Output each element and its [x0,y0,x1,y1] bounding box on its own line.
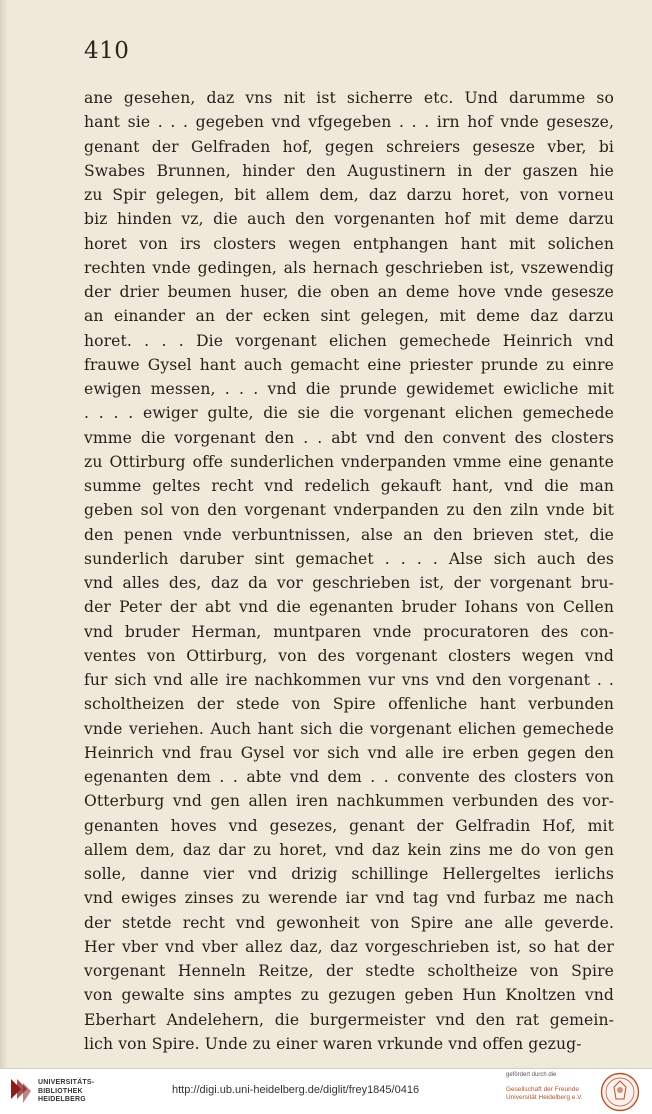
text-line: egenanten dem . . abte vnd dem . . convente des closters von [84,768,614,786]
text-line: horet von irs closters wegen entphangen hant mit solichen [84,234,614,253]
text-line: an einander an der ecken sint gelegen, mit deme daz darzu [84,307,614,326]
permalink-url-link[interactable]: http://digi.ub.uni-heidelberg.de/diglit/frey1845/0416 [172,1084,420,1096]
university-library-logo-icon [8,1075,34,1107]
text-line: biz hinden vz, die auch den vorgenanten hof mit deme darzu [84,210,614,229]
library-name-line: BIBLIOTHEK [38,1087,83,1095]
university-seal-icon [600,1072,640,1112]
text-line: ane gesehen, daz vns nit ist sicherre etc. Und darumme so [84,89,614,107]
text-line: rechten vnde gedingen, als hernach geschrieben ist, vszewendig [84,258,614,277]
page-binding-edge [0,0,8,1068]
text-line: Eberhart Andelehern, die burgermeister vnd den rat gemein- [84,1010,614,1029]
text-line: der stetde recht vnd gewonheit von Spire ane alle geverde. [84,913,614,932]
text-line: vnde veriehen. Auch hant sich die vorgenant elichen gemechede [84,719,614,738]
text-line: vmme die vorgenant den . . abt vnd den convent des closters [84,428,614,447]
text-line: vnd bruder Herman, muntparen vnde procuratoren des con- [84,622,614,641]
text-line: Swabes Brunnen, hinder den Augustinern in der gaszen hie [84,161,614,180]
text-line: geben sol von den vorgenant vnderpanden zu den ziln vnde bit [84,501,614,520]
text-line: horet. . . . Die vorgenant elichen gemechede Heinrich vnd [84,331,614,350]
text-line: allem dem, daz dar zu horet, vnd daz kein zins me do von gen [84,840,614,859]
text-line: Her vber vnd vber allez daz, daz vorgeschrieben ist, so hat der [84,937,614,956]
text-line: vnd alles des, daz da vor geschrieben ist, der vorgenant bru- [84,574,614,592]
page-body-text [84,86,614,1056]
text-line: . . . . ewiger gulte, die sie die vorgenant elichen gemechede [84,404,614,423]
text-line: zu Ottirburg offe sunderlichen vnderpanden vmme eine genante [84,452,614,471]
text-line: von gewalte sins amptes zu gezugen geben Hun Knoltzen vnd [84,986,614,1005]
text-line: vnd ewiges zinses zu werende iar vnd tag vnd furbaz me nach [84,889,614,908]
text-line: lich von Spire. Unde zu einer waren vrkunde vnd offen gezug- [84,1034,582,1053]
viewer-footer [0,1068,652,1114]
text-line: vorgenant Henneln Reitze, der stedte scholtheize von Spire [84,962,614,980]
text-line: zu Spir gelegen, bit allem dem, daz darzu horet, von vorneu [84,186,614,204]
text-line: genanten hoves vnd gesezes, genant der Gelfradin Hof, mit [84,816,614,835]
text-line: Heinrich vnd frau Gysel vor sich vnd alle ire erben gegen den [84,743,614,762]
text-line: ventes von Ottirburg, von des vorgenant closters wegen vnd [84,646,614,665]
text-line: ewigen messen, . . . vnd die prunde gewidemet ewicliche mit [84,380,614,398]
text-line: scholtheizen der stede von Spire offenliche hant verbunden [84,695,614,714]
text-line: summe geltes recht vnd redelich gekauft hant, vnd die man [84,477,614,495]
text-line: hant sie . . . gegeben vnd vfgegeben . . . irn hof vnde gesesze, [84,113,614,132]
text-line: genant der Gelfraden hof, gegen schreiers gesesze vber, bi [84,137,614,156]
sponsor-society-name [506,1086,583,1102]
text-line: fur sich vnd alle ire nachkommen vur vns vnd den vorgenant . . [84,671,614,689]
page-number: 410 [84,38,130,64]
text-line: der Peter der abt vnd die egenanten bruder Iohans von Cellen [84,598,614,617]
library-name-line: HEIDELBERG [38,1096,86,1103]
sponsor-society-line: Gesellschaft der Freunde [506,1086,579,1093]
text-line: sunderlich daruber sint gemachet . . . . Alse sich auch des [84,549,614,568]
text-line: den penen vnde verbuntnissen, alse an den brieven stet, die [84,525,614,544]
text-line: solle, danne vier vnd drizig schillinge Hellergeltes ierlichs [84,865,614,883]
text-line: Otterburg vnd gen allen iren nachkummen verbunden des vor- [84,792,614,811]
text-line: der drier beumen huser, die oben an deme hove vnde gesesze [84,283,614,301]
sponsor-society-line: Universität Heidelberg e.V. [506,1094,583,1101]
funded-by-label: gefördert durch die [506,1072,557,1078]
library-name-line: UNIVERSITÄTS- [38,1079,95,1086]
text-line: frauwe Gysel hant auch gemacht eine priester prunde zu einre [84,355,614,374]
university-library-name [38,1079,94,1105]
